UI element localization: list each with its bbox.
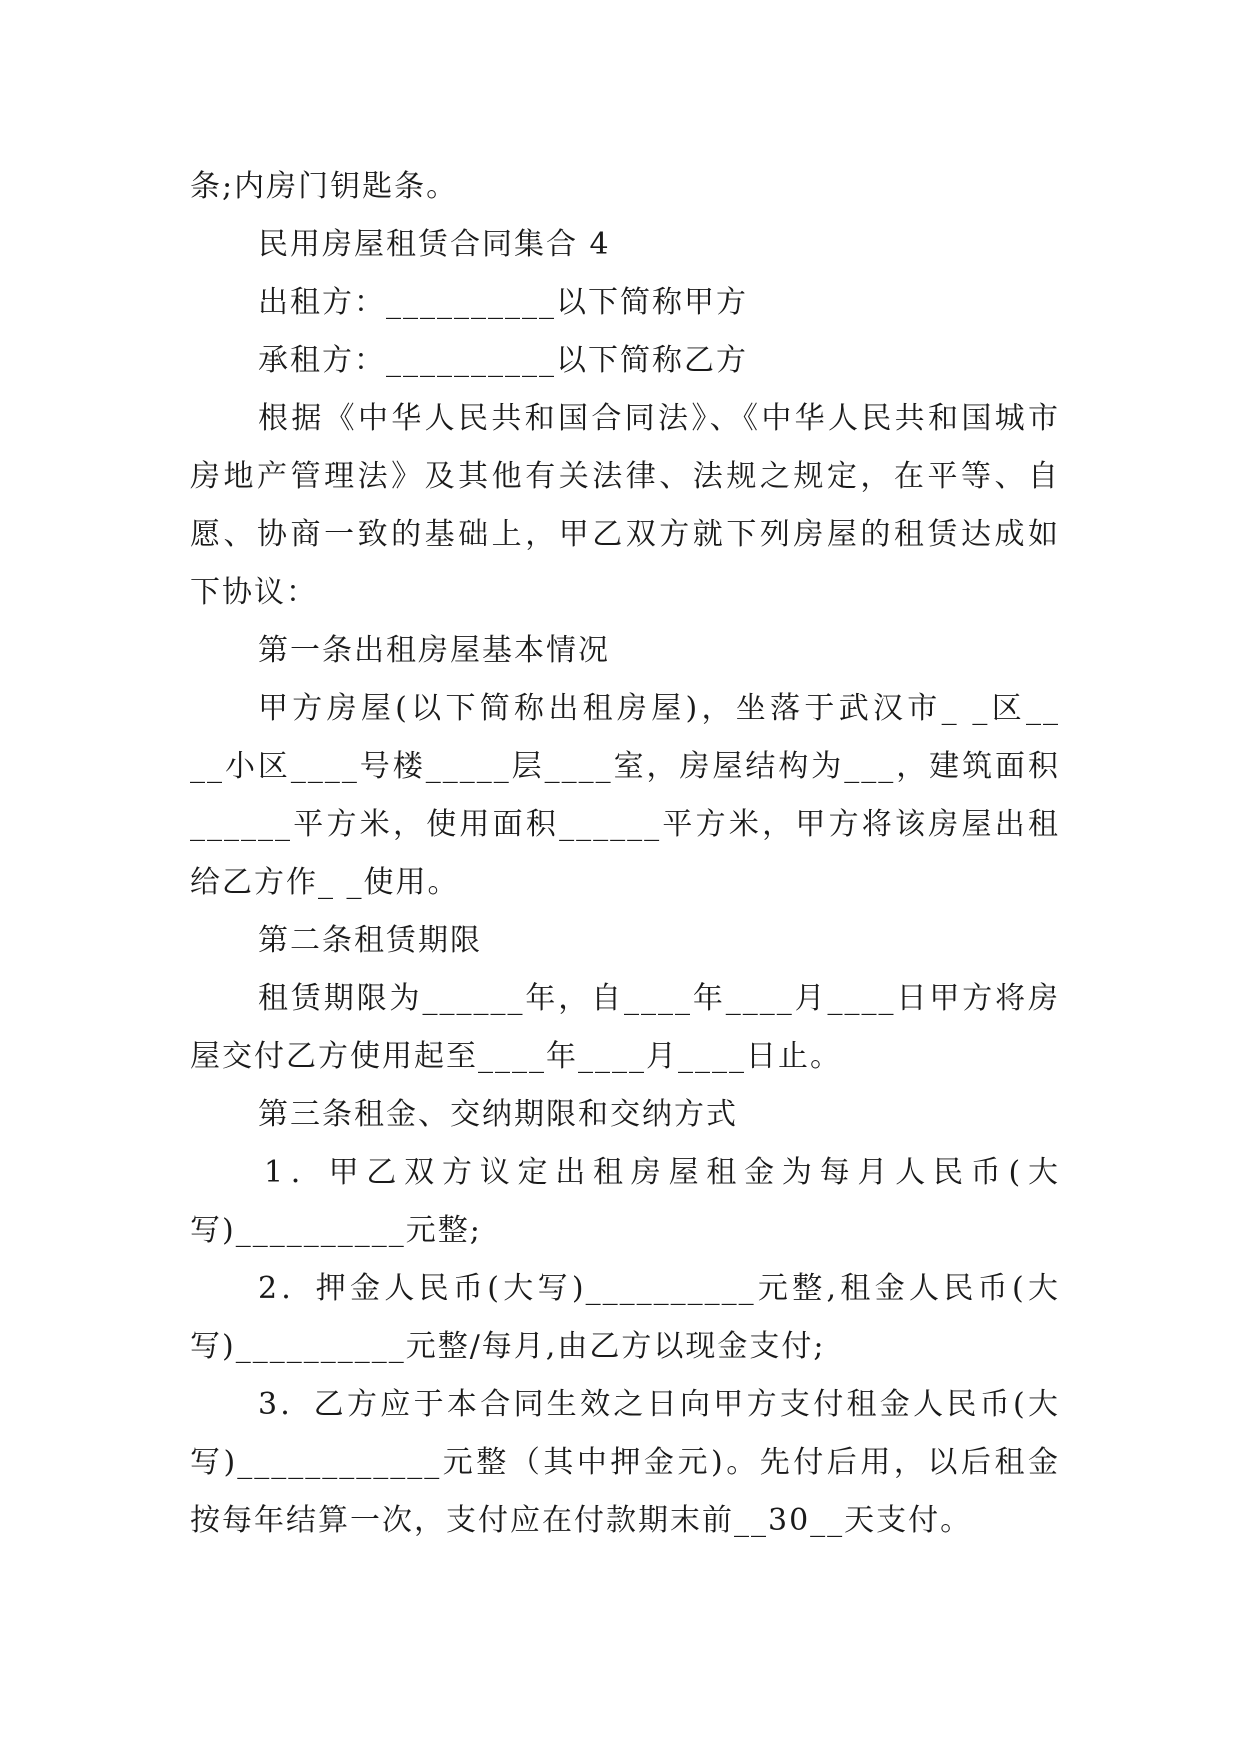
article-heading: 第二条租赁期限 <box>258 923 482 958</box>
clause-line: 2．押金人民币(大写)__________元整,租金人民币(大 <box>258 1271 1060 1306</box>
paragraph-line: __小区____号楼_____层____室，房屋结构为___，建筑面积 <box>190 749 1060 784</box>
contract-text <box>190 158 1060 1550</box>
clause-line: 写)__________元整/每月,由乙方以现金支付; <box>190 1329 826 1364</box>
section-title: 民用房屋租赁合同集合 4 <box>258 227 611 262</box>
article-heading: 第一条出租房屋基本情况 <box>258 633 610 668</box>
lessor-line: 出租方：__________以下简称甲方 <box>258 285 748 320</box>
clause-line: 写)__________元整; <box>190 1213 482 1248</box>
text-line-continuation: 条;内房门钥匙条。 <box>190 169 459 204</box>
paragraph-line: 房地产管理法》及其他有关法律、法规之规定，在平等、自 <box>190 459 1060 494</box>
paragraph-line: 根据《中华人民共和国合同法》、《中华人民共和国城市 <box>258 401 1060 436</box>
paragraph-line: 甲方房屋(以下简称出租房屋)，坐落于武汉市_ _区__ <box>258 691 1060 726</box>
clause-line: 3．乙方应于本合同生效之日向甲方支付租金人民币(大 <box>258 1387 1060 1422</box>
clause-line: 按每年结算一次，支付应在付款期末前__30__天支付。 <box>190 1503 973 1538</box>
paragraph-line: ______平方米，使用面积______平方米，甲方将该房屋出租 <box>190 807 1060 842</box>
paragraph-line: 给乙方作_ _使用。 <box>190 865 460 900</box>
clause-line: 1．甲乙双方议定出租房屋租金为每月人民币(大 <box>264 1155 1060 1190</box>
paragraph-line: 愿、协商一致的基础上，甲乙双方就下列房屋的租赁达成如 <box>190 517 1060 552</box>
lessee-line: 承租方：__________以下简称乙方 <box>258 343 748 378</box>
paragraph-line: 下协议： <box>190 575 318 610</box>
paragraph-line: 屋交付乙方使用起至____年____月____日止。 <box>190 1039 842 1074</box>
article-heading: 第三条租金、交纳期限和交纳方式 <box>258 1097 738 1132</box>
paragraph-line: 租赁期限为______年，自____年____月____日甲方将房 <box>258 981 1060 1016</box>
clause-line: 写)____________元整（其中押金元)。先付后用，以后租金 <box>190 1445 1060 1480</box>
